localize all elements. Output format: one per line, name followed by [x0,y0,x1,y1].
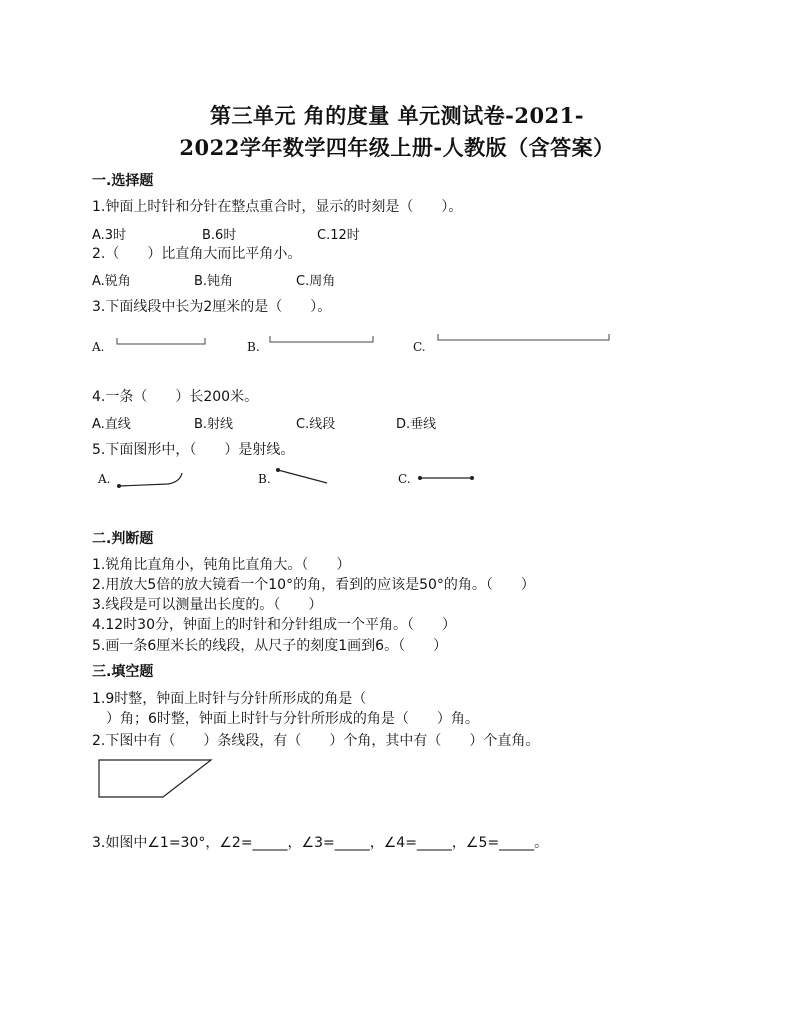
fill-question-2: 2.下图中有（ ）条线段，有（ ）个角，其中有（ ）个直角。 [92,733,540,749]
page-title-line2: 2022学年数学四年级上册-人教版（含答案） [179,135,615,160]
q2-option-c: C.周角 [296,274,336,289]
section-heading-judgement: 二.判断题 [92,531,154,547]
q4-option-d: D.垂线 [396,417,437,432]
q1-option-b: B.6时 [202,228,237,243]
judgement-item-5: 5.画一条6厘米长的线段，从尺子的刻度1画到6。（ ） [92,638,448,654]
q1-option-a: A.3时 [92,228,127,243]
q5-option-a: A. [98,472,111,486]
q2-option-a: A.锐角 [92,274,131,289]
page-title-line1: 第三单元 角的度量 单元测试卷-2021- [210,103,584,128]
q4-option-a: A.直线 [92,417,131,432]
fill-question-3: 3.如图中∠1=30°，∠2=_____，∠3=_____，∠4=_____，∠5=_____。 [92,835,549,851]
fill-question-1-line2: ）角；6时整，钟面上时针与分针所形成的角是（ ）角。 [92,711,479,727]
judgement-item-3: 3.线段是可以测量出长度的。（ ） [92,597,323,613]
judgement-item-1: 1.锐角比直角小，钝角比直角大。（ ） [92,557,351,573]
question-2: 2.（ ）比直角大而比平角小。 [92,246,302,262]
section-heading-choice: 一.选择题 [92,173,154,189]
question-5: 5.下面图形中，（ ）是射线。 [92,442,295,458]
fill-question-1-line1: 1.9时整，钟面上时针与分针所形成的角是（ [92,691,367,707]
judgement-item-2: 2.用放大5倍的放大镜看一个10°的角，看到的应该是50°的角。（ ） [92,577,535,593]
q5-option-b: B. [258,472,271,486]
q3-option-c: C. [413,340,426,354]
q5-option-c: C. [398,472,411,486]
trapezoid-shape [99,760,211,797]
q3-option-a: A. [92,340,105,354]
question-1: 1.钟面上时针和分针在整点重合时，显示的时刻是（ ）。 [92,199,463,215]
q4-option-c: C.线段 [296,417,336,432]
judgement-item-4: 4.12时30分，钟面上的时针和分针组成一个平角。（ ） [92,617,456,633]
section-heading-fill-blank: 三.填空题 [92,664,154,680]
question-3: 3.下面线段中长为2厘米的是（ ）。 [92,299,332,315]
q4-option-b: B.射线 [194,417,234,432]
q3-option-b: B. [247,340,260,354]
question-4: 4.一条（ ）长200米。 [92,389,259,405]
q2-option-b: B.钝角 [194,274,234,289]
q1-option-c: C.12时 [317,228,360,243]
